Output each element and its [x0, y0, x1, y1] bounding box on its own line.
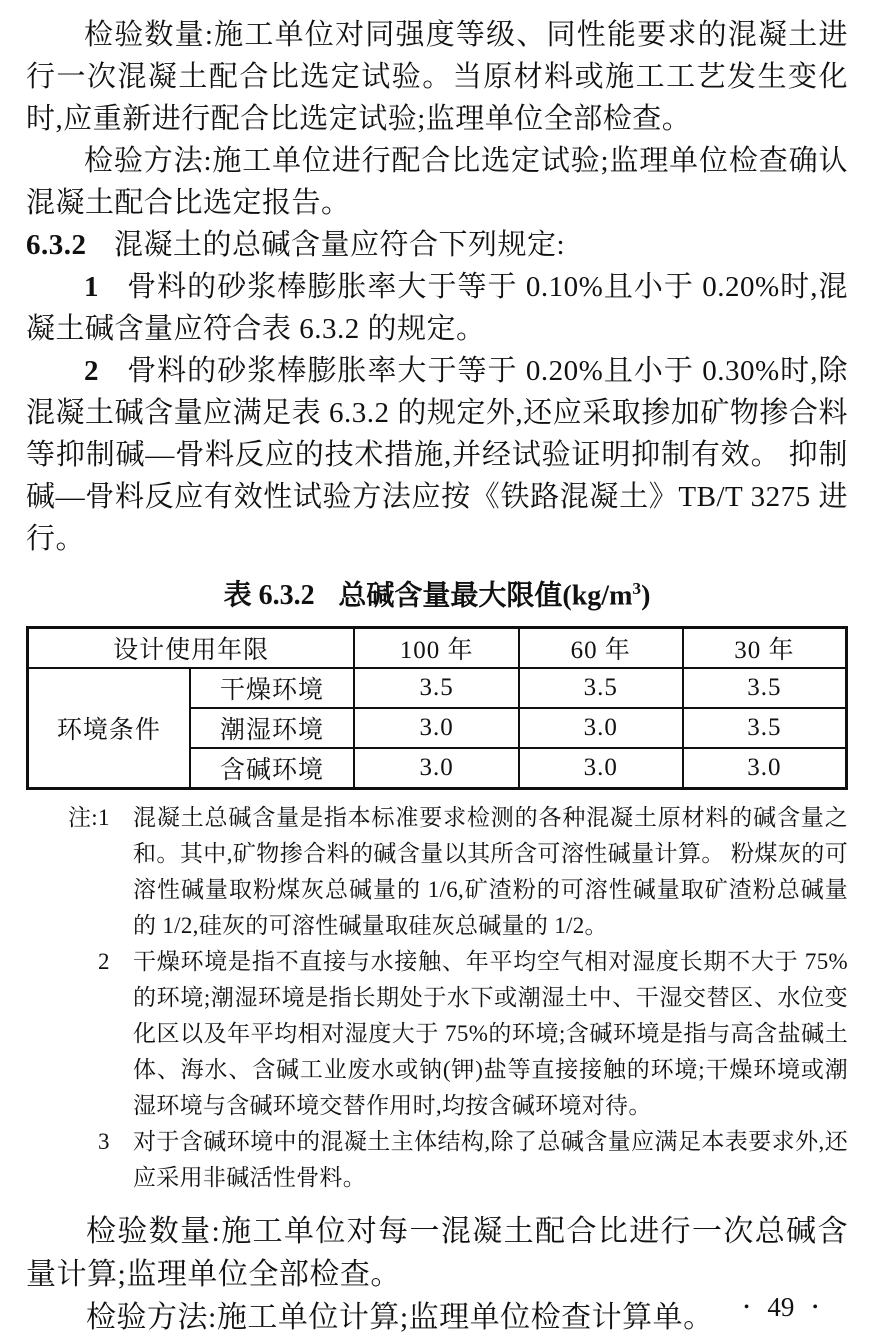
paragraph-inspection-method-1: 检验方法:施工单位进行配合比选定试验;监理单位检查确认混凝土配合比选定报告。 [26, 145, 848, 219]
clause-6-3-2 [26, 224, 848, 266]
note-label: 注: [68, 805, 98, 831]
table-caption [26, 572, 848, 613]
item-2-text: 骨料的砂浆棒膨胀率大于等于 0.20%且小于 0.30%时,除混凝土碱含量应满足表 6.3.2 的规定外,还应采取掺加矿物掺合料等抑制碱—骨料反应的技术措施,并经试验证明抑制有效。 抑制碱—骨料反应有效性试验方法应按《铁路混凝土》TB/T 3275 进行。 [26, 355, 848, 555]
table-caption-unit-close: ) [641, 580, 651, 612]
note-3 [26, 1124, 848, 1196]
value-alkaline-100: 3.0 [354, 748, 519, 789]
row-group-env-conditions: 环境条件 [28, 668, 190, 789]
note-1 [26, 800, 848, 944]
item-2-number: 2 [84, 355, 99, 387]
value-dry-100: 3.5 [354, 668, 519, 708]
item-1-text: 骨料的砂浆棒膨胀率大于等于 0.10%且小于 0.20%时,混凝土碱含量应符合表 6.3.2 的规定。 [26, 271, 848, 345]
paragraph-inspection-quantity-1: 检验数量:施工单位对同强度等级、同性能要求的混凝土进行一次混凝土配合比选定试验。当原材料或施工工艺发生变化时,应重新进行配合比选定试验;监理单位全部检查。 [26, 19, 848, 135]
footer-right-dot: • [812, 1299, 818, 1316]
clause-item-2 [26, 350, 848, 560]
value-dry-60: 3.5 [519, 668, 683, 708]
paragraph-inspection-quantity-2: 检验数量:施工单位对每一混凝土配合比进行一次总碱含量计算;监理单位全部检查。 [26, 1215, 848, 1292]
header-60yr: 60 年 [519, 628, 683, 669]
note-2 [26, 944, 848, 1124]
value-humid-30: 3.5 [683, 708, 847, 748]
footer-left-dot: • [743, 1299, 750, 1316]
env-alkaline: 含碱环境 [190, 748, 355, 789]
value-alkaline-60: 3.0 [519, 748, 683, 789]
item-1-number: 1 [84, 271, 99, 303]
note-1-text: 混凝土总碱含量是指本标准要求检测的各种混凝土原材料的碱含量之和。其中,矿物掺合料的碱含量以其所含可溶性碱量计算。 粉煤灰的可溶性碱量取粉煤灰总碱量的 1/6,矿渣粉的可溶性碱量取矿渣粉总碱量的 1/2,硅灰的可溶性碱量取硅灰总碱量的 1/2。 [133, 805, 848, 939]
closing-paragraphs [26, 1210, 848, 1339]
table-caption-unit-sup: 3 [632, 579, 642, 598]
env-humid: 潮湿环境 [190, 708, 355, 748]
header-design-life: 设计使用年限 [28, 628, 355, 669]
note-2-number: 2 [98, 949, 110, 975]
env-dry: 干燥环境 [190, 668, 355, 708]
note-3-text: 对于含碱环境中的混凝土主体结构,除了总碱含量应满足本表要求外,还应采用非碱活性骨料。 [133, 1129, 848, 1191]
table-caption-label: 表 6.3.2 [223, 580, 315, 612]
alkali-limit-table [26, 626, 848, 790]
table-caption-unit-open: (kg/m [562, 580, 633, 612]
value-humid-60: 3.0 [519, 708, 683, 748]
value-alkaline-30: 3.0 [683, 748, 847, 789]
note-3-number: 3 [98, 1129, 110, 1155]
header-30yr: 30 年 [683, 628, 847, 669]
table-header-row [28, 628, 847, 669]
paragraph-inspection-method-2: 检验方法:施工单位计算;监理单位检查计算单。 [86, 1301, 714, 1335]
table-caption-title: 总碱含量最大限值 [338, 580, 563, 612]
value-dry-30: 3.5 [683, 668, 847, 708]
header-100yr: 100 年 [354, 628, 519, 669]
table-notes [26, 800, 848, 1196]
clause-item-1 [26, 266, 848, 350]
table-row-dry [28, 668, 847, 708]
value-humid-100: 3.0 [354, 708, 519, 748]
clause-text: 混凝土的总碱含量应符合下列规定: [114, 229, 566, 261]
clause-number: 6.3.2 [26, 229, 87, 261]
note-1-number: 1 [98, 805, 110, 831]
page-number: 49 [767, 1292, 795, 1322]
note-2-text: 干燥环境是指不直接与水接触、年平均空气相对湿度长期不大于 75%的环境;潮湿环境是指长期处于水下或潮湿土中、干湿交替区、水位变化区以及年平均相对湿度大于 75%的环境;含碱环境是指与高含盐碱土体、海水、含碱工业废水或钠(钾)盐等直接接触的环境;干燥环境或潮湿环境与含碱环境交替作用时,均按含碱环境对待。 [133, 949, 848, 1119]
page-footer [744, 1292, 818, 1323]
